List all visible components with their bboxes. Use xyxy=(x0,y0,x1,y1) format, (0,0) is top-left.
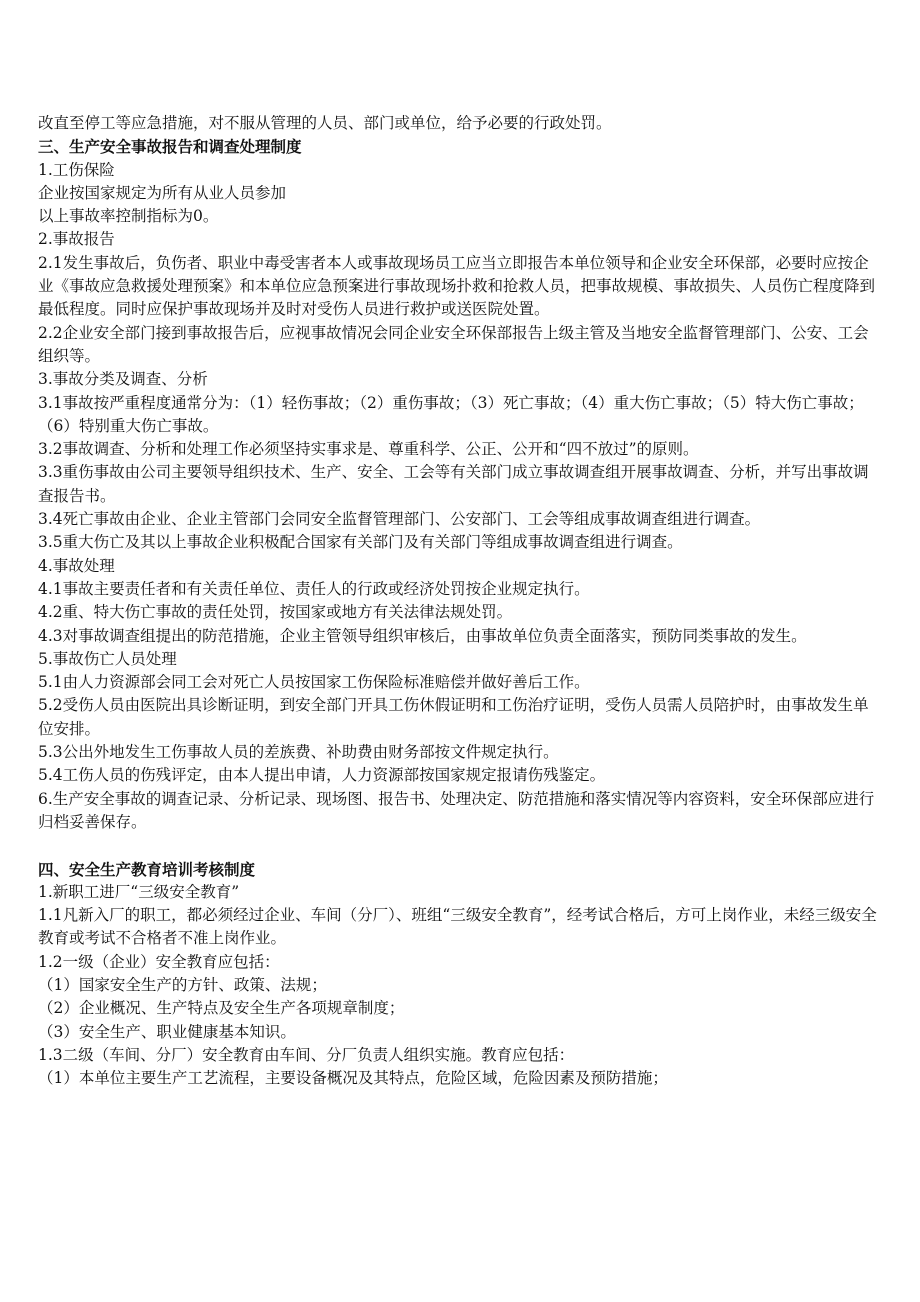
text-line: 3.2事故调查、分析和处理工作必须坚持实事求是、尊重科学、公正、公开和“四不放过”的原则。 xyxy=(38,440,699,459)
text-line: 1.工伤保险 xyxy=(38,160,115,179)
text-line: （3）安全生产、职业健康基本知识。 xyxy=(38,1022,296,1041)
text-line: 企业按国家规定为所有从业人员参加 xyxy=(38,183,287,202)
text-line: 3.5重大伤亡及其以上事故企业积极配合国家有关部门及有关部门等组成事故调查组进行调查。 xyxy=(38,533,683,552)
text-line: 2.2企业安全部门接到事故报告后，应视事故情况会同企业安全环保部报告上级主管及当地安全监督管理部门、公安、工会组织等。 xyxy=(38,323,869,365)
text-line: 3.1事故按严重程度通常分为：（1）轻伤事故；（2）重伤事故；（3）死亡事故；（4）重大伤亡事故；（5）特大伤亡事故；（6）特别重大伤亡事故。 xyxy=(38,393,864,435)
text-line: （2）企业概况、生产特点及安全生产各项规章制度； xyxy=(38,999,405,1018)
text-line: 5.1由人力资源部会同工会对死亡人员按国家工伤保险标准赔偿并做好善后工作。 xyxy=(38,673,590,692)
text-line: 3.4死亡事故由企业、企业主管部门会同安全监督管理部门、公安部门、工会等组成事故调查组进行调查。 xyxy=(38,510,761,529)
text-line: 2.事故报告 xyxy=(38,230,115,249)
text-line: 4.2重、特大伤亡事故的责任处罚，按国家或地方有关法律法规处罚。 xyxy=(38,603,513,622)
text-line: （1）本单位主要生产工艺流程，主要设备概况及其特点，危险区域，危险因素及预防措施； xyxy=(38,1069,668,1088)
blank-line xyxy=(38,834,884,857)
text-line: （1）国家安全生产的方针、政策、法规； xyxy=(38,975,327,994)
section-heading: 四、安全生产教育培训考核制度 xyxy=(38,859,256,879)
text-line: 以上事故率控制指标为0。 xyxy=(38,207,219,226)
text-line: 3.事故分类及调查、分析 xyxy=(38,370,208,389)
text-line: 5.4工伤人员的伤残评定，由本人提出申请，人力资源部按国家规定报请伤残鉴定。 xyxy=(38,766,606,785)
document-page xyxy=(38,112,884,1090)
text-line: 6.生产安全事故的调查记录、分析记录、现场图、报告书、处理决定、防范措施和落实情况等内容资料，安全环保部应进行归档妥善保存。 xyxy=(38,789,875,831)
text-line: 5.2受伤人员由医院出具诊断证明，到安全部门开具工伤休假证明和工伤治疗证明，受伤人员需人员陪护时，由事故发生单位安排。 xyxy=(38,696,869,738)
text-line: 1.1凡新入厂的职工，都必须经过企业、车间（分厂）、班组“三级安全教育”，经考试合格后，方可上岗作业，未经三级安全教育或考试不合格者不准上岗作业。 xyxy=(38,906,877,948)
text-line: 1.3二级（车间、分厂）安全教育由车间、分厂负责人组织实施。教育应包括： xyxy=(38,1045,575,1064)
text-line: 4.事故处理 xyxy=(38,556,115,575)
text-line: 2.1发生事故后，负伤者、职业中毒受害者本人或事故现场员工应当立即报告本单位领导和企业安全环保部，必要时应按企业《事故应急救援处理预案》和本单位应急预案进行事故现场扑救和抢救人员，把事故规模、事故损失、人员伤亡程度降到最低程度。同时应保护事故现场并及时对受伤人员进行救护或送医院处置。 xyxy=(38,253,876,319)
text-line: 4.3对事故调查组提出的防范措施，企业主管领导组织审核后，由事故单位负责全面落实，预防同类事故的发生。 xyxy=(38,626,807,645)
text-line: 1.2一级（企业）安全教育应包括： xyxy=(38,952,280,971)
text-line: 5.事故伤亡人员处理 xyxy=(38,649,177,668)
text-line: 1.新职工进厂“三级安全教育” xyxy=(38,882,240,901)
text-line: 4.1事故主要责任者和有关责任单位、责任人的行政或经济处罚按企业规定执行。 xyxy=(38,579,590,598)
text-line: 3.3重伤事故由公司主要领导组织技术、生产、安全、工会等有关部门成立事故调查组开展事故调查、分析，并写出事故调查报告书。 xyxy=(38,463,869,505)
text-line: 5.3公出外地发生工伤事故人员的差族费、补助费由财务部按文件规定执行。 xyxy=(38,743,559,762)
section-heading: 三、生产安全事故报告和调查处理制度 xyxy=(38,137,302,157)
text-line: 改直至停工等应急措施，对不服从管理的人员、部门或单位，给予必要的行政处罚。 xyxy=(38,114,612,132)
